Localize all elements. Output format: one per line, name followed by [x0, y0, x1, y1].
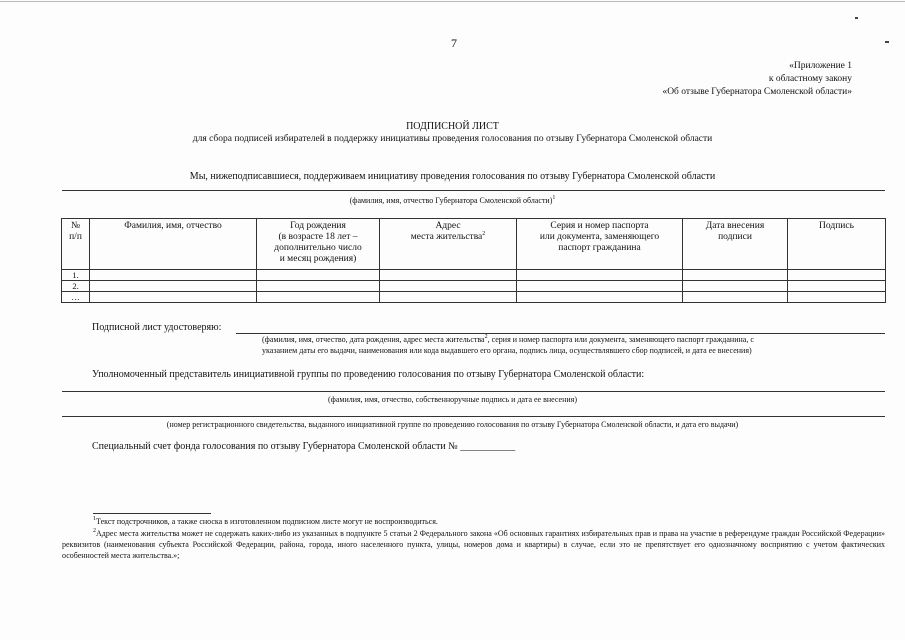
representative-caption-2: (номер регистрационного свидетельства, выданного инициативной группе по проведению голосования по отзыву Губернатора Смоленской области, и дата его выдачи)	[166, 420, 739, 429]
table-header-cell: Адрес места жительства$^2$	[380, 219, 517, 270]
signature-entry-cell[interactable]	[380, 270, 517, 281]
certify-label: Подписной лист удостоверяю:	[92, 322, 222, 333]
signature-entry-cell[interactable]	[517, 281, 683, 292]
governor-name-caption: (фамилия, имя, отчество Губернатора Смоленской области)$^1$	[349, 195, 556, 205]
table-header-row	[62, 219, 886, 270]
footnote-1: $^1$Текст подстрочников, а также сноска в изготовленном подписном листе могут не воспроизводиться.	[93, 516, 438, 526]
table-row	[62, 270, 886, 281]
page-number: 7	[451, 36, 457, 50]
signature-entry-cell[interactable]	[788, 270, 886, 281]
signature-entry-cell[interactable]	[380, 281, 517, 292]
table-header-cell: Дата внесения подписи	[683, 219, 788, 270]
signature-entry-cell[interactable]	[683, 270, 788, 281]
scan-speck	[855, 17, 858, 19]
scan-speck	[885, 41, 889, 43]
representative-label: Уполномоченный представитель инициативной группы по проведению голосования по отзыву Губернатора Смоленской области:	[92, 369, 645, 380]
footnote-2: $^2$Адрес места жительства может не содержать каких-либо из указанных в подпункте 5 статьи 2 Федерального закона «Об основных гарантиях избирательных прав и права на участие в референдуме граждан Российской Федерации» реквизитов (наименования субъекта Российской Федерации, района, города, иного населенного пункта, улицы, номеров дома и квартиры) в случае, если это не препятствует его однозначному восприятию с учетом фактических особенностей места жительства.»;	[62, 528, 885, 560]
account-number-blank: ___________	[460, 441, 516, 452]
row-number-cell: 2.	[62, 281, 90, 292]
table-row	[62, 281, 886, 292]
signature-entry-cell[interactable]	[683, 281, 788, 292]
signature-entry-cell[interactable]	[380, 292, 517, 303]
signature-table	[61, 218, 886, 303]
row-number-cell: …	[62, 292, 90, 303]
appendix-header	[662, 60, 852, 99]
signature-entry-cell[interactable]	[517, 292, 683, 303]
table-header-cell: Подпись	[788, 219, 886, 270]
table-header-cell: Фамилия, имя, отчество	[90, 219, 257, 270]
table-header-cell: Серия и номер паспорта или документа, заменяющего паспорт гражданина	[517, 219, 683, 270]
signature-entry-cell[interactable]	[90, 281, 257, 292]
signature-entry-cell[interactable]	[788, 281, 886, 292]
row-number-cell: 1.	[62, 270, 90, 281]
certify-caption-line-1: (фамилия, имя, отчество, дата рождения, адрес места жительства$^2$, серия и номер паспорта или документа, заменяющего паспорт гражданина, с	[262, 334, 754, 344]
table-header-cell: Год рождения (в возрасте 18 лет – дополнительно число и месяц рождения)	[257, 219, 380, 270]
representative-caption-1: (фамилия, имя, отчество, собственноручные подпись и дата ее внесения)	[327, 395, 578, 404]
account-line	[92, 441, 515, 452]
certify-caption-line-2: указанием даты его выдачи, наименования или кода выдавшего его органа, подпись лица, осуществлявшего сбор подписей, и дата ее внесения)	[262, 346, 752, 355]
signature-entry-cell[interactable]	[90, 292, 257, 303]
account-label: Специальный счет фонда голосования по отзыву Губернатора Смоленской области №	[92, 441, 458, 452]
appendix-line-2: к областному закону	[768, 74, 852, 84]
appendix-line-1: «Приложение 1	[789, 61, 852, 71]
signature-entry-cell[interactable]	[257, 281, 380, 292]
signature-entry-cell[interactable]	[788, 292, 886, 303]
document-title: ПОДПИСНОЙ ЛИСТ	[406, 121, 499, 132]
signature-entry-cell[interactable]	[257, 270, 380, 281]
signature-entry-cell[interactable]	[257, 292, 380, 303]
document-subtitle: для сбора подписей избирателей в поддержку инициативы проведения голосования по отзыву Губернатора Смоленской области	[192, 134, 713, 144]
governor-name-line	[62, 190, 885, 191]
scan-top-edge	[0, 1, 905, 2]
appendix-line-3: «Об отзыве Губернатора Смоленской области»	[662, 87, 852, 97]
signature-entry-cell[interactable]	[517, 270, 683, 281]
intro-statement: Мы, нижеподписавшиеся, поддерживаем инициативу проведения голосования по отзыву Губернатора Смоленской области	[189, 171, 716, 182]
table-row	[62, 292, 886, 303]
signature-entry-cell[interactable]	[90, 270, 257, 281]
representative-line-1	[62, 391, 885, 392]
representative-line-2	[62, 416, 885, 417]
footnote-separator	[93, 513, 211, 514]
signature-entry-cell[interactable]	[683, 292, 788, 303]
table-header-cell: № п/п	[62, 219, 90, 270]
certify-line	[236, 333, 885, 334]
